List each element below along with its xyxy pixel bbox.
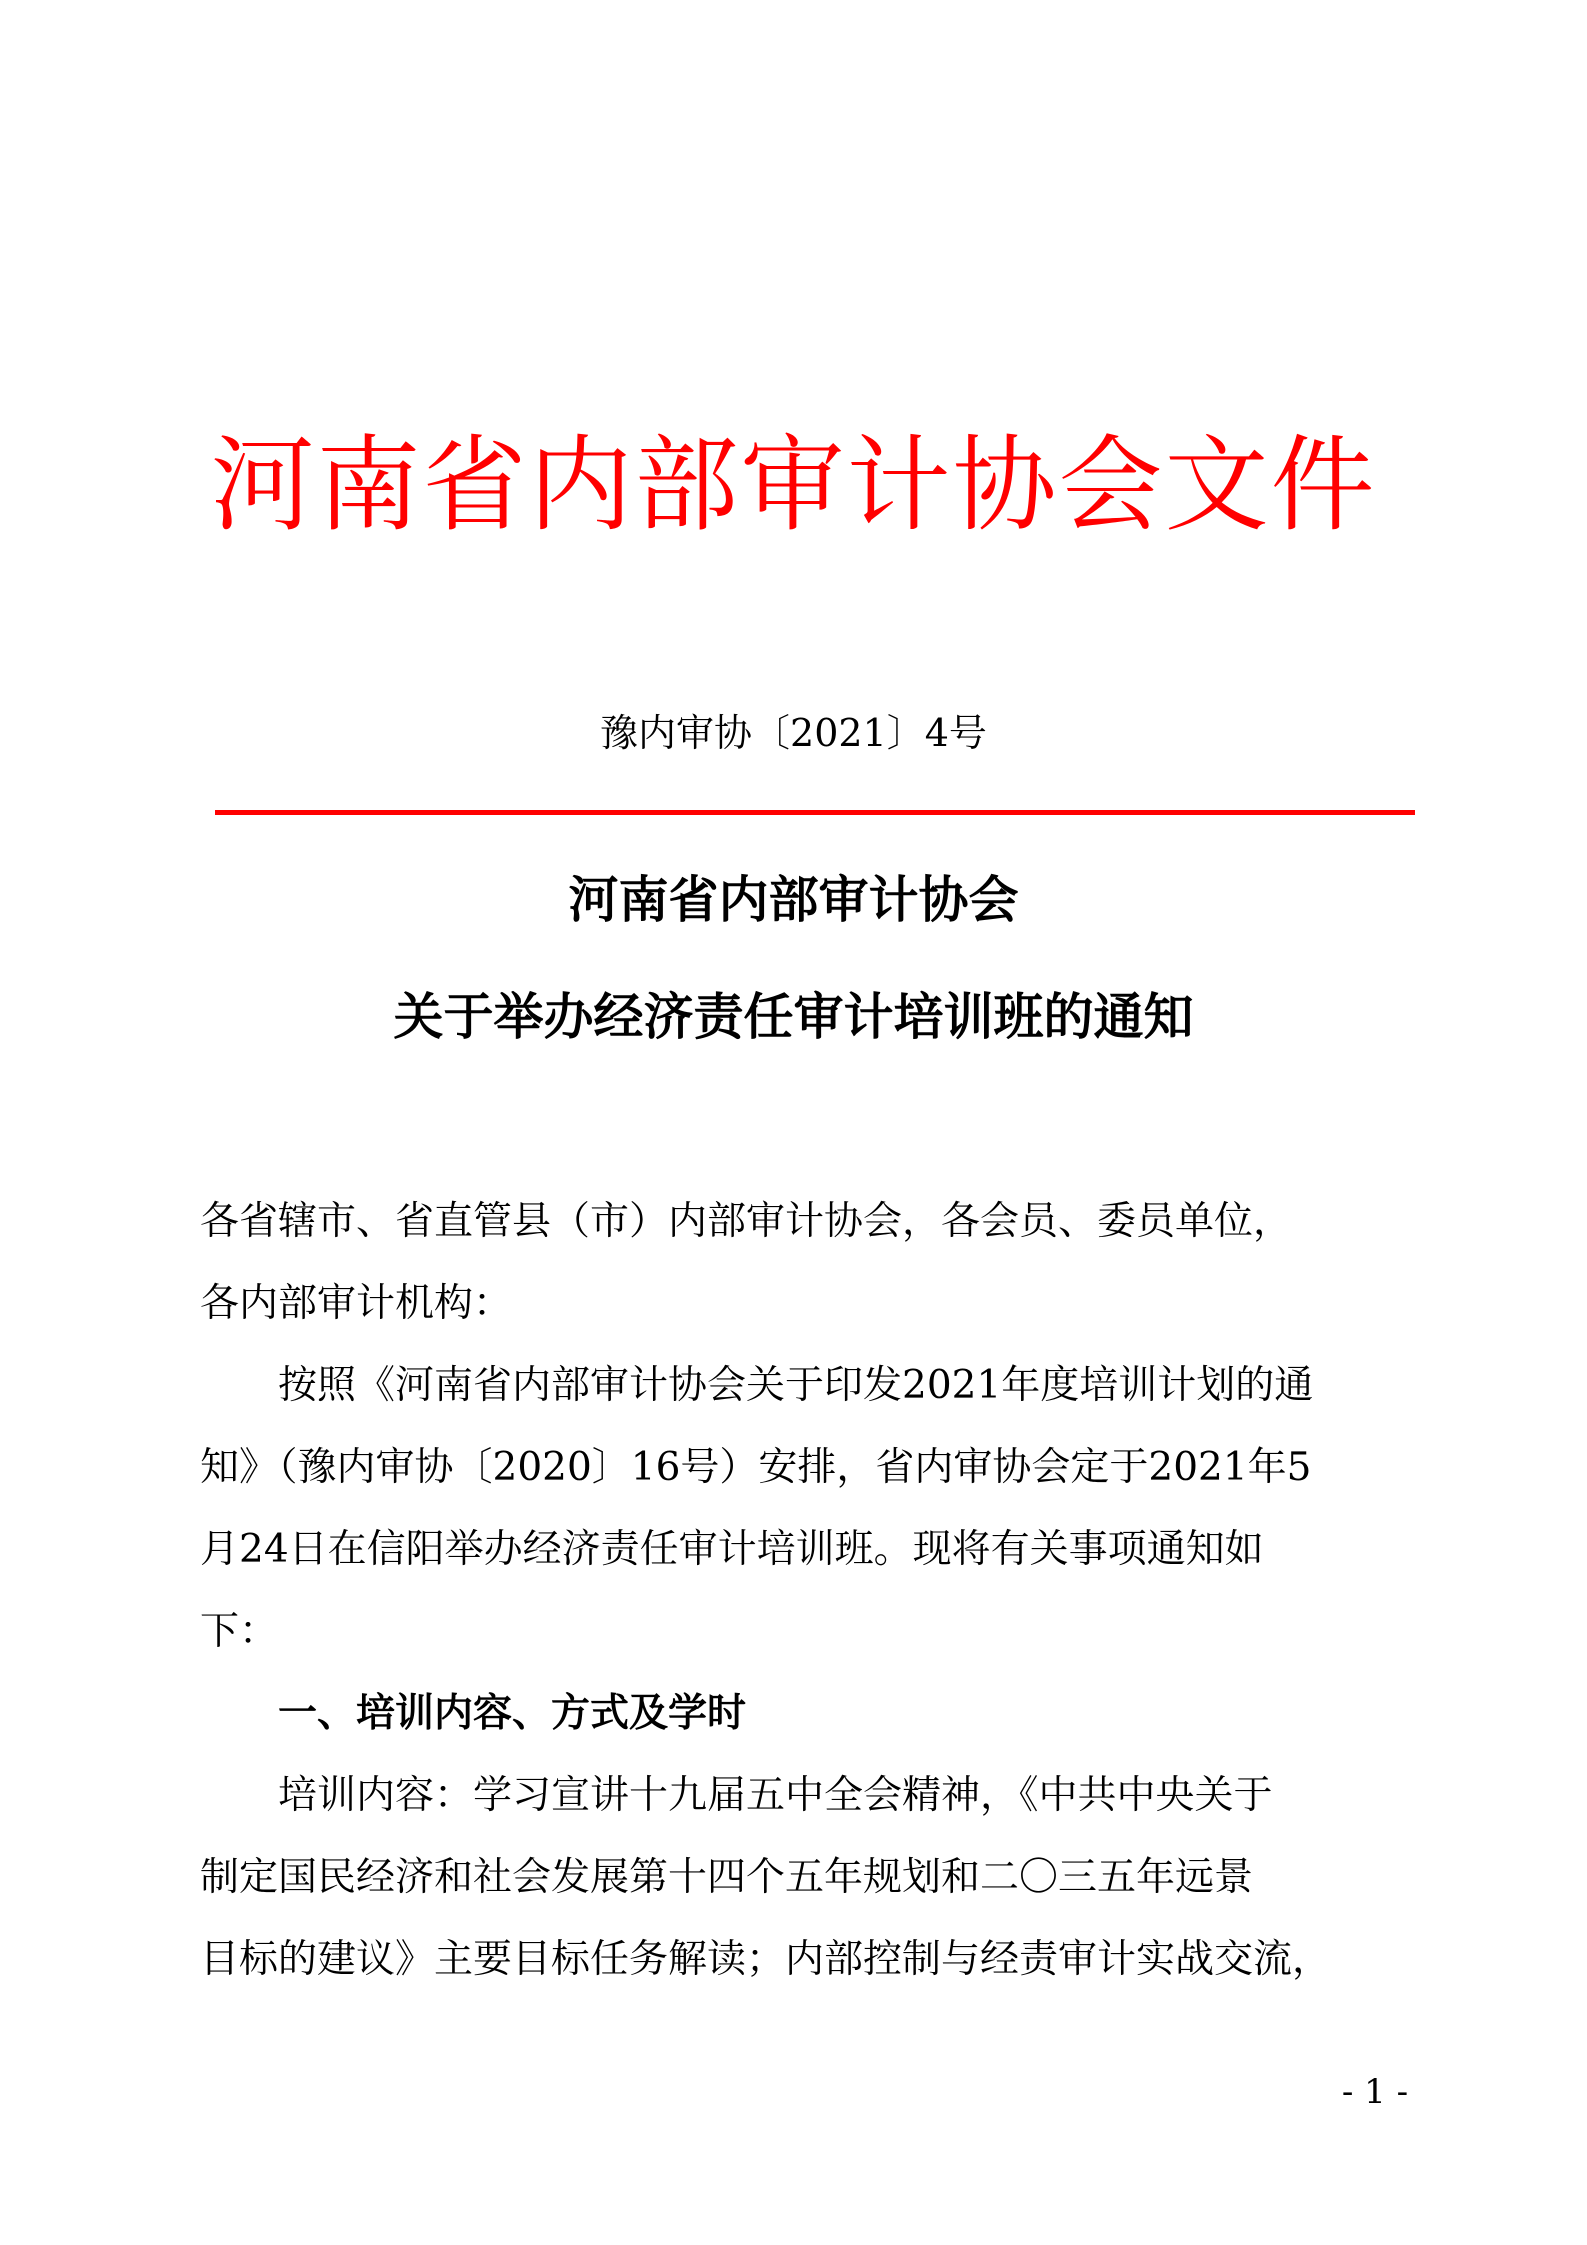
notice-title-line-2: 关于举办经济责任审计培训班的通知 — [393, 987, 1194, 1046]
body-line-content-2: 制定国民经济和社会发展第十四个五年规划和二〇三五年远景 — [200, 1855, 1254, 1900]
body-line-intro-4: 下： — [200, 1609, 279, 1654]
body-line-content-1: 培训内容：学习宣讲十九届五中全会精神，《中共中央关于 — [200, 1773, 1273, 1818]
body-line-addressee-1: 各省辖市、省直管县（市）内部审计协会，各会员、委员单位， — [200, 1199, 1293, 1244]
section-heading-1: 一、培训内容、方式及学时 — [200, 1691, 747, 1736]
notice-title-line-1: 河南省内部审计协会 — [568, 870, 1019, 929]
red-separator-line — [215, 810, 1415, 815]
body-line-addressee-2: 各内部审计机构： — [200, 1281, 513, 1326]
page-number: - 1 - — [1341, 2072, 1409, 2112]
body-line-content-3: 目标的建议》主要目标任务解读；内部控制与经责审计实战交流， — [200, 1937, 1332, 1982]
body-line-intro-2: 知》（豫内审协〔2020〕16号）安排，省内审协会定于2021年5 — [200, 1445, 1312, 1490]
document-header-title: 河南省内部审计协会文件 — [210, 424, 1377, 546]
body-line-intro-3: 月24日在信阳举办经济责任审计培训班。现将有关事项通知如 — [200, 1527, 1264, 1572]
body-line-intro-1: 按照《河南省内部审计协会关于印发2021年度培训计划的通 — [200, 1363, 1314, 1408]
document-number: 豫内审协〔2021〕4号 — [600, 711, 987, 755]
